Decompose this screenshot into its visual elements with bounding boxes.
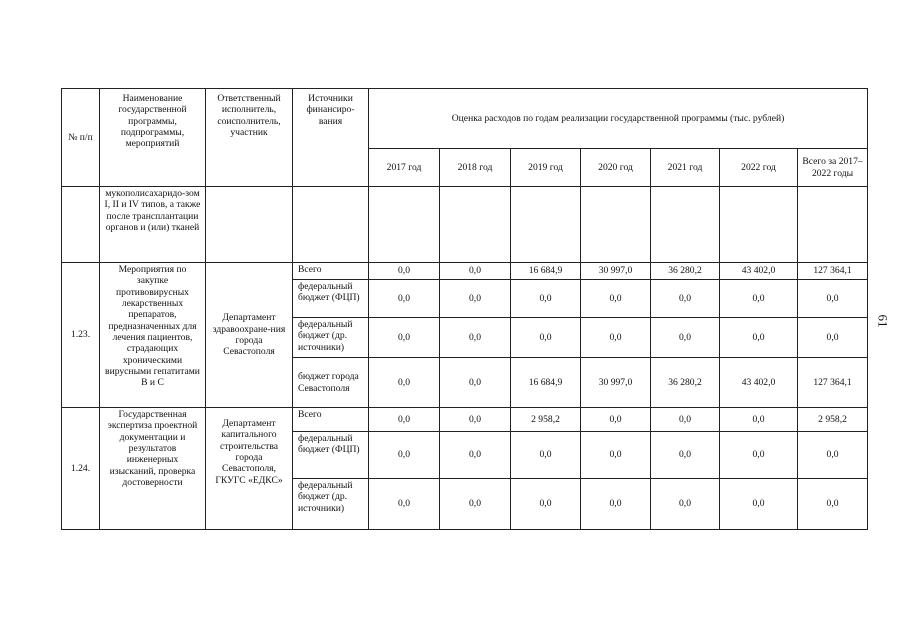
value-cell: 0,0: [369, 408, 440, 432]
value-cell: 2 958,2: [511, 408, 581, 432]
value-cell: 0,0: [369, 432, 440, 479]
value-cell: 0,0: [720, 479, 798, 530]
header-estimate: Оценка расходов по годам реализации государственной программы (тыс. рублей): [369, 89, 868, 149]
value-cell: 16 684,9: [511, 263, 581, 280]
value-cell: 0,0: [440, 318, 511, 358]
value-cell: 0,0: [581, 479, 651, 530]
value-cell: 0,0: [798, 479, 868, 530]
value-cell: 43 402,0: [720, 358, 798, 408]
value-cell: 0,0: [440, 263, 511, 280]
value-cell: 16 684,9: [511, 358, 581, 408]
value-cell: 36 280,2: [651, 358, 720, 408]
header-year: 2017 год: [369, 149, 440, 187]
value-cell: 0,0: [651, 432, 720, 479]
continuation-name: мукополисахаридо-зом I, II и IV типов, а также после трансплантации органов и (или) тканей: [100, 187, 206, 263]
header-responsible: Ответственный исполнитель, соисполнитель, участник: [206, 89, 293, 187]
value-cell: 0,0: [798, 432, 868, 479]
header-sources: Источники финансиро-вания: [293, 89, 369, 187]
table-row: [62, 263, 868, 280]
value-cell: 0,0: [369, 479, 440, 530]
value-cell: 0,0: [651, 318, 720, 358]
header-year: 2022 год: [720, 149, 798, 187]
value-cell: 43 402,0: [720, 263, 798, 280]
value-cell: 0,0: [440, 432, 511, 479]
value-cell: 0,0: [581, 318, 651, 358]
value-cell: 0,0: [369, 263, 440, 280]
value-cell: 0,0: [369, 318, 440, 358]
value-cell: 0,0: [369, 358, 440, 408]
row-num: 1.24.: [62, 408, 100, 530]
value-cell: 0,0: [440, 280, 511, 318]
value-cell: 0,0: [720, 280, 798, 318]
value-cell: 0,0: [511, 432, 581, 479]
value-cell: 0,0: [798, 318, 868, 358]
row-responsible: Департамент здравоохране-ния города Севастополя: [206, 263, 293, 408]
value-cell: 0,0: [581, 280, 651, 318]
header-num: № п/п: [62, 89, 100, 187]
value-cell: 0,0: [720, 318, 798, 358]
source-label: бюджет города Севастополя: [293, 358, 369, 408]
value-cell: 0,0: [651, 408, 720, 432]
row-name: Государственная экспертиза проектной документации и результатов инженерных изысканий, проверка достоверности: [100, 408, 206, 530]
value-cell: 0,0: [720, 432, 798, 479]
value-cell: 0,0: [369, 280, 440, 318]
source-label: федеральный бюджет (др. источники): [293, 479, 369, 530]
value-cell: 127 364,1: [798, 358, 868, 408]
header-year: 2019 год: [511, 149, 581, 187]
header-year-total: Всего за 2017–2022 годы: [798, 149, 868, 187]
value-cell: 30 997,0: [581, 358, 651, 408]
value-cell: 0,0: [651, 479, 720, 530]
source-label: Всего: [293, 408, 369, 432]
header-name: Наименование государственной программы, подпрограммы, мероприятий: [100, 89, 206, 187]
header-year: 2018 год: [440, 149, 511, 187]
value-cell: 0,0: [511, 318, 581, 358]
header-year: 2021 год: [651, 149, 720, 187]
value-cell: 0,0: [511, 280, 581, 318]
table-row: [62, 408, 868, 432]
page-number: 61: [875, 314, 891, 328]
row-responsible: Департамент капитального строительства города Севастополя, ГКУГС «ЕДКС»: [206, 408, 293, 530]
value-cell: 0,0: [440, 479, 511, 530]
row-name: Мероприятия по закупке противовирусных лекарственных препаратов, предназначенных для лечения пациентов, страдающих хроническими вирусными гепатитами В и С: [100, 263, 206, 408]
value-cell: 30 997,0: [581, 263, 651, 280]
value-cell: 0,0: [581, 432, 651, 479]
source-label: федеральный бюджет (ФЦП): [293, 280, 369, 318]
value-cell: 0,0: [651, 280, 720, 318]
value-cell: 127 364,1: [798, 263, 868, 280]
value-cell: 0,0: [440, 408, 511, 432]
value-cell: 0,0: [440, 358, 511, 408]
budget-table: [61, 88, 868, 530]
header-year: 2020 год: [581, 149, 651, 187]
source-label: федеральный бюджет (ФЦП): [293, 432, 369, 479]
value-cell: 2 958,2: [798, 408, 868, 432]
row-num: 1.23.: [62, 263, 100, 408]
value-cell: 0,0: [798, 280, 868, 318]
source-label: Всего: [293, 263, 369, 280]
value-cell: 0,0: [511, 479, 581, 530]
value-cell: 0,0: [581, 408, 651, 432]
value-cell: 0,0: [720, 408, 798, 432]
source-label: федеральный бюджет (др. источники): [293, 318, 369, 358]
value-cell: 36 280,2: [651, 263, 720, 280]
